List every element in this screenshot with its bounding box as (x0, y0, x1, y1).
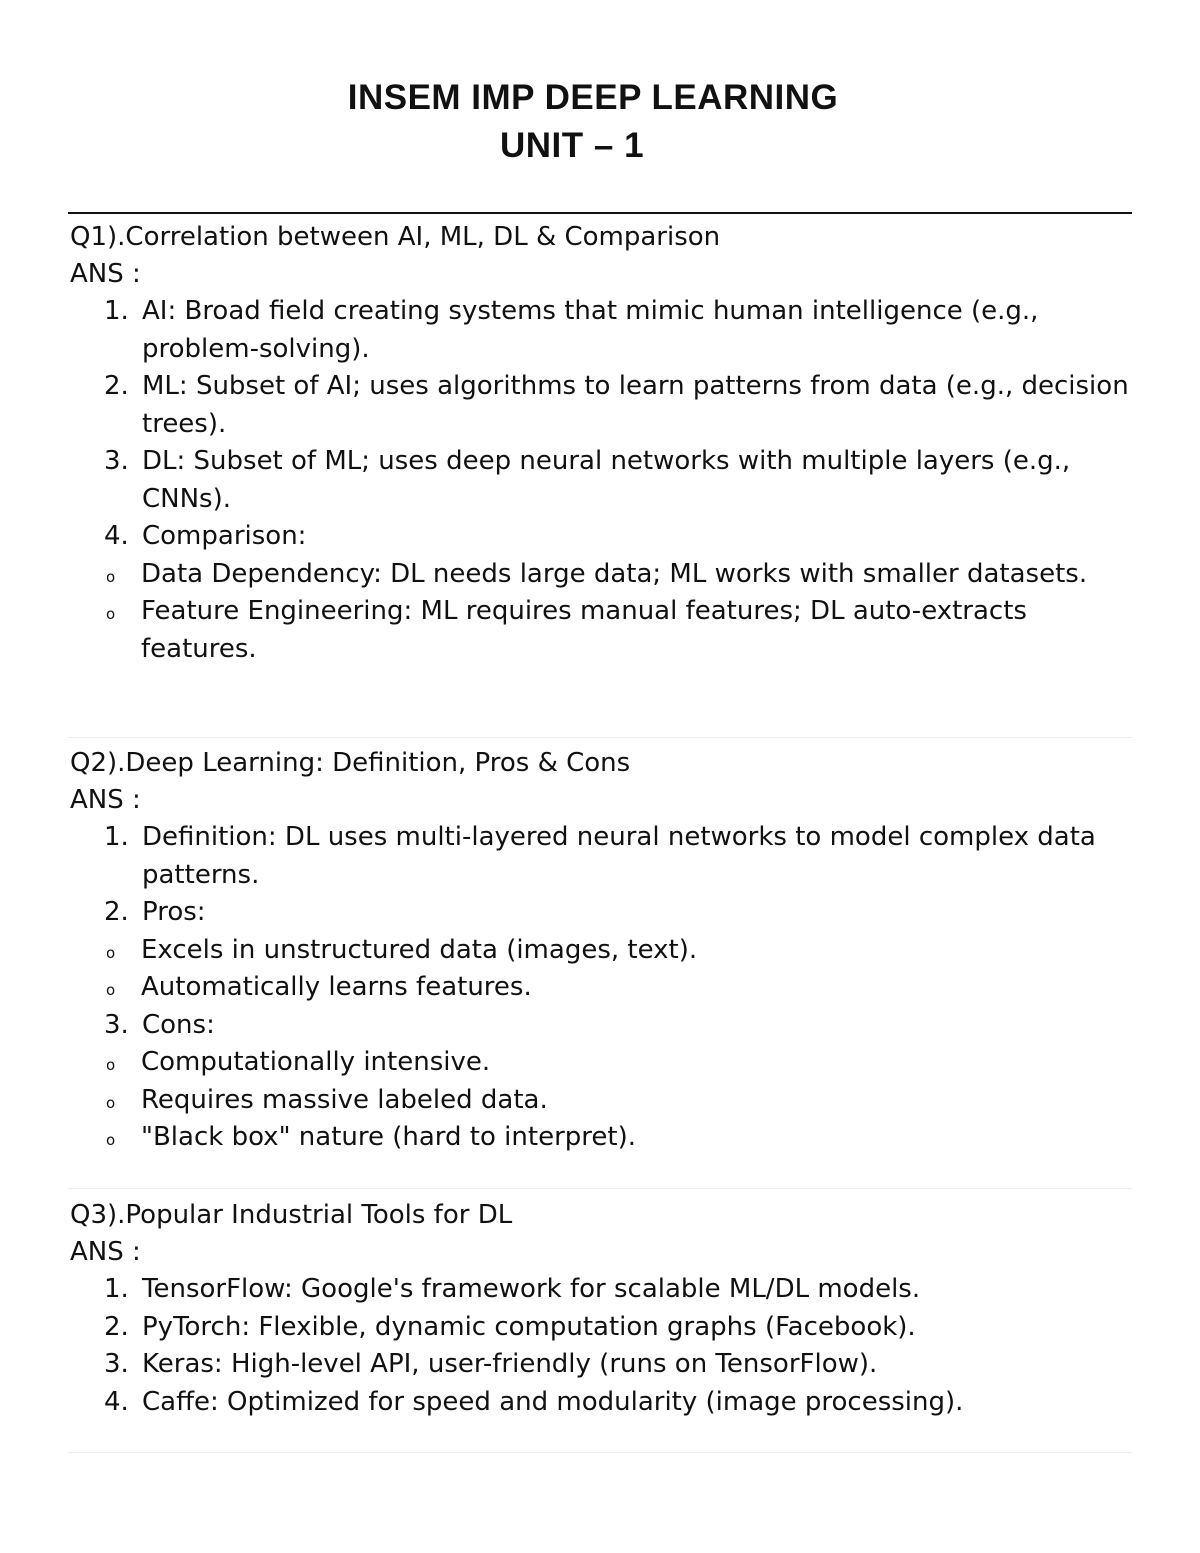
list-item (70, 1309, 1150, 1347)
item-number: 3. (104, 1349, 129, 1379)
list-item (70, 1271, 1150, 1309)
item-text: TensorFlow: Google's framework for scalable ML/DL models. (142, 1274, 921, 1304)
item-text: Cons: (142, 1009, 215, 1040)
sub-list-item (70, 593, 1150, 668)
question-1-heading: Q1).Correlation between AI, ML, DL & Comparison (70, 222, 721, 252)
list-item (70, 518, 1150, 556)
section-divider (68, 737, 1132, 738)
sub-list-item (70, 969, 1150, 1007)
sub-item-text: Data Dependency: DL needs large data; ML works with smaller datasets. (141, 558, 1088, 589)
item-text: Caffe: Optimized for speed and modularity (image processing). (142, 1386, 964, 1417)
sub-list-item (70, 556, 1150, 594)
item-number: 1. (104, 822, 129, 852)
item-number: 2. (104, 897, 129, 927)
question-1-section (70, 219, 1150, 668)
hollow-bullet-icon: o (106, 1093, 116, 1112)
sub-item-text: Requires massive labeled data. (141, 1084, 548, 1115)
cons-sublist (70, 1044, 1150, 1157)
hollow-bullet-icon: o (106, 981, 116, 999)
answer-label: ANS : (70, 259, 141, 289)
item-text: Definition: DL uses multi-layered neural networks to model complex data patterns. (142, 822, 1096, 890)
item-number: 2. (104, 1311, 129, 1342)
list-item (70, 819, 1150, 894)
answer-list (70, 293, 1150, 556)
item-text: Comparison: (142, 521, 307, 551)
section-divider (68, 1188, 1132, 1189)
sub-item-text: Automatically learns features. (141, 972, 532, 1002)
item-text: Pros: (142, 897, 206, 927)
question-2-heading: Q2).Deep Learning: Definition, Pros & Cons (70, 748, 631, 778)
question-3-heading: Q3).Popular Industrial Tools for DL (70, 1200, 513, 1230)
hollow-bullet-icon: o (106, 1056, 116, 1074)
header-rule (68, 212, 1132, 214)
list-item (70, 368, 1150, 443)
item-text: PyTorch: Flexible, dynamic computation graphs (Facebook). (142, 1311, 916, 1342)
list-item (70, 1384, 1150, 1422)
item-text: Keras: High-level API, user-friendly (runs on TensorFlow). (142, 1349, 878, 1379)
question-2-section (70, 745, 1150, 1157)
item-number: 3. (104, 1009, 129, 1040)
item-text: DL: Subset of ML; uses deep neural networks with multiple layers (e.g., CNNs). (142, 446, 1071, 514)
item-text: AI: Broad field creating systems that mimic human intelligence (e.g., problem-solving). (142, 296, 1039, 364)
sub-item-text: Feature Engineering: ML requires manual features; DL auto-extracts features. (141, 596, 1027, 664)
hollow-bullet-icon: o (106, 567, 116, 586)
sub-item-text: Computationally intensive. (141, 1047, 491, 1077)
list-item (70, 293, 1150, 368)
list-item (70, 1346, 1150, 1384)
section-divider (68, 1452, 1132, 1453)
comparison-sublist (70, 556, 1150, 669)
item-text: ML: Subset of AI; uses algorithms to learn patterns from data (e.g., decision trees). (142, 371, 1129, 439)
list-item (70, 443, 1150, 518)
sub-list-item (70, 932, 1150, 970)
item-number: 4. (104, 521, 129, 551)
list-item (70, 1007, 1150, 1045)
sub-list-item (70, 1044, 1150, 1082)
item-number: 1. (104, 296, 129, 326)
answer-list (70, 819, 1150, 932)
answer-label: ANS : (70, 785, 141, 815)
sub-list-item (70, 1082, 1150, 1120)
hollow-bullet-icon: o (106, 1131, 116, 1149)
page-title: INSEM IMP DEEP LEARNING (347, 78, 839, 117)
item-number: 4. (104, 1386, 129, 1417)
hollow-bullet-icon: o (106, 605, 116, 623)
answer-list (70, 1271, 1150, 1421)
unit-heading: UNIT – 1 (500, 126, 645, 165)
list-item (70, 894, 1150, 932)
question-3-section (70, 1197, 1150, 1421)
sub-list-item (70, 1119, 1150, 1157)
answer-list (70, 1007, 1150, 1045)
item-number: 2. (104, 371, 129, 401)
sub-item-text: "Black box" nature (hard to interpret). (141, 1122, 636, 1152)
pros-sublist (70, 932, 1150, 1007)
item-number: 3. (104, 446, 129, 476)
sub-item-text: Excels in unstructured data (images, text). (141, 934, 698, 965)
item-number: 1. (104, 1274, 129, 1304)
answer-label: ANS : (70, 1237, 141, 1267)
hollow-bullet-icon: o (106, 943, 116, 962)
